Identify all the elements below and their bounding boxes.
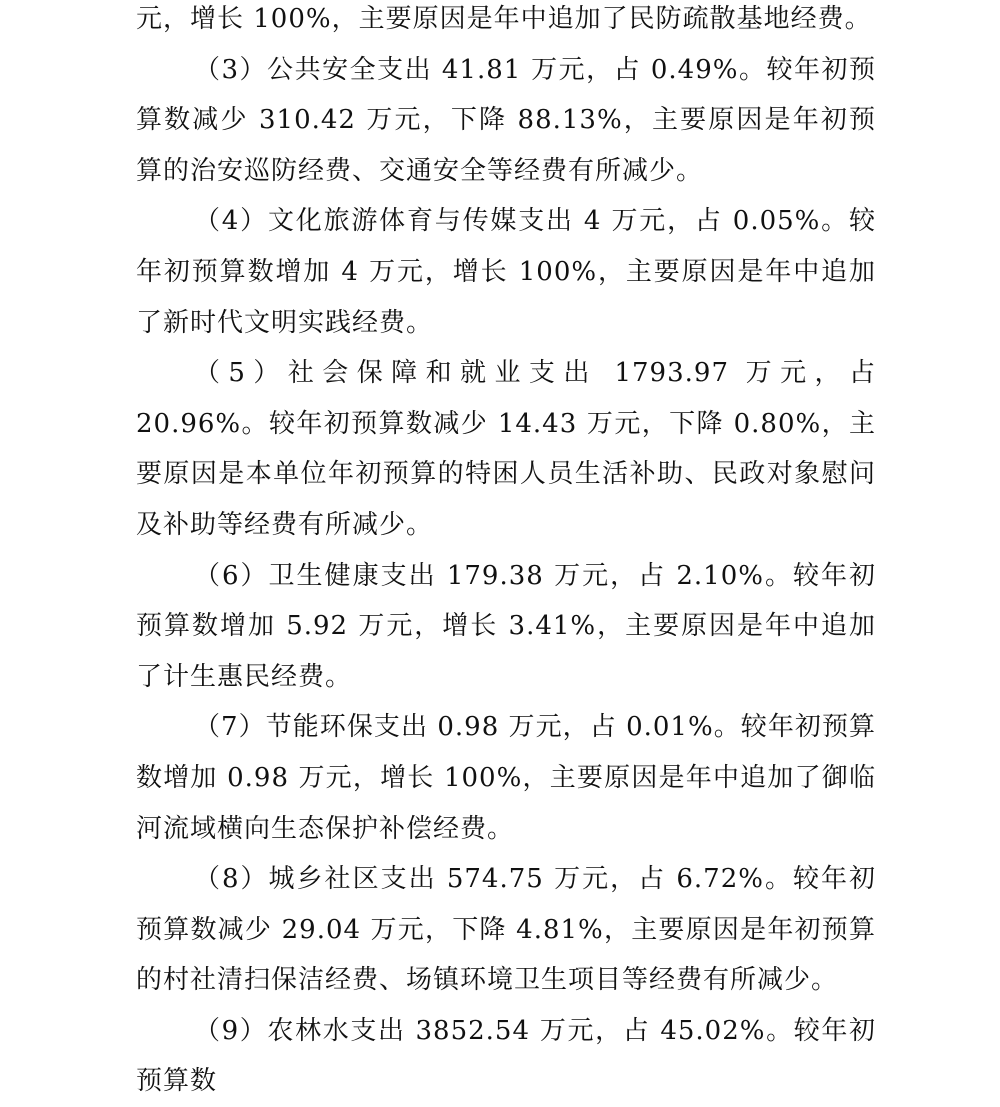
paragraph-environment: （7）节能环保支出 0.98 万元，占 0.01%。较年初预算数增加 0.98 万元，增长 100%，主要原因是年中追加了御临河流域横向生态保护补偿经费。: [136, 712, 876, 844]
paragraph-culture-tourism: （4）文化旅游体育与传媒支出 4 万元，占 0.05%。较年初预算数增加 4 万元，增长 100%，主要原因是年中追加了新时代文明实践经费。: [136, 206, 876, 338]
paragraph-continuation: 元，增长 100%，主要原因是年中追加了民防疏散基地经费。: [136, 4, 872, 34]
paragraph-urban-rural: （8）城乡社区支出 574.75 万元，占 6.72%。较年初预算数减少 29.04 万元，下降 4.81%，主要原因是年初预算的村社清扫保洁经费、场镇环境卫生项目等经费有所减少。: [136, 864, 876, 996]
paragraph-agriculture: （9）农林水支出 3852.54 万元，占 45.02%。较年初预算数: [136, 1015, 876, 1097]
document-body: [136, 0, 876, 1107]
paragraph-social-security: （5）社会保障和就业支出 1793.97 万元，占 20.96%。较年初预算数减少 14.43 万元，下降 0.80%，主要原因是本单位年初预算的特困人员生活补助、民政对象慰问及补助等经费有所减少。: [136, 358, 876, 540]
paragraph-health: （6）卫生健康支出 179.38 万元，占 2.10%。较年初预算数增加 5.92 万元，增长 3.41%，主要原因是年中追加了计生惠民经费。: [136, 560, 876, 692]
paragraph-public-security: （3）公共安全支出 41.81 万元，占 0.49%。较年初预算数减少 310.42 万元，下降 88.13%，主要原因是年初预算的治安巡防经费、交通安全等经费有所减少。: [136, 54, 876, 186]
